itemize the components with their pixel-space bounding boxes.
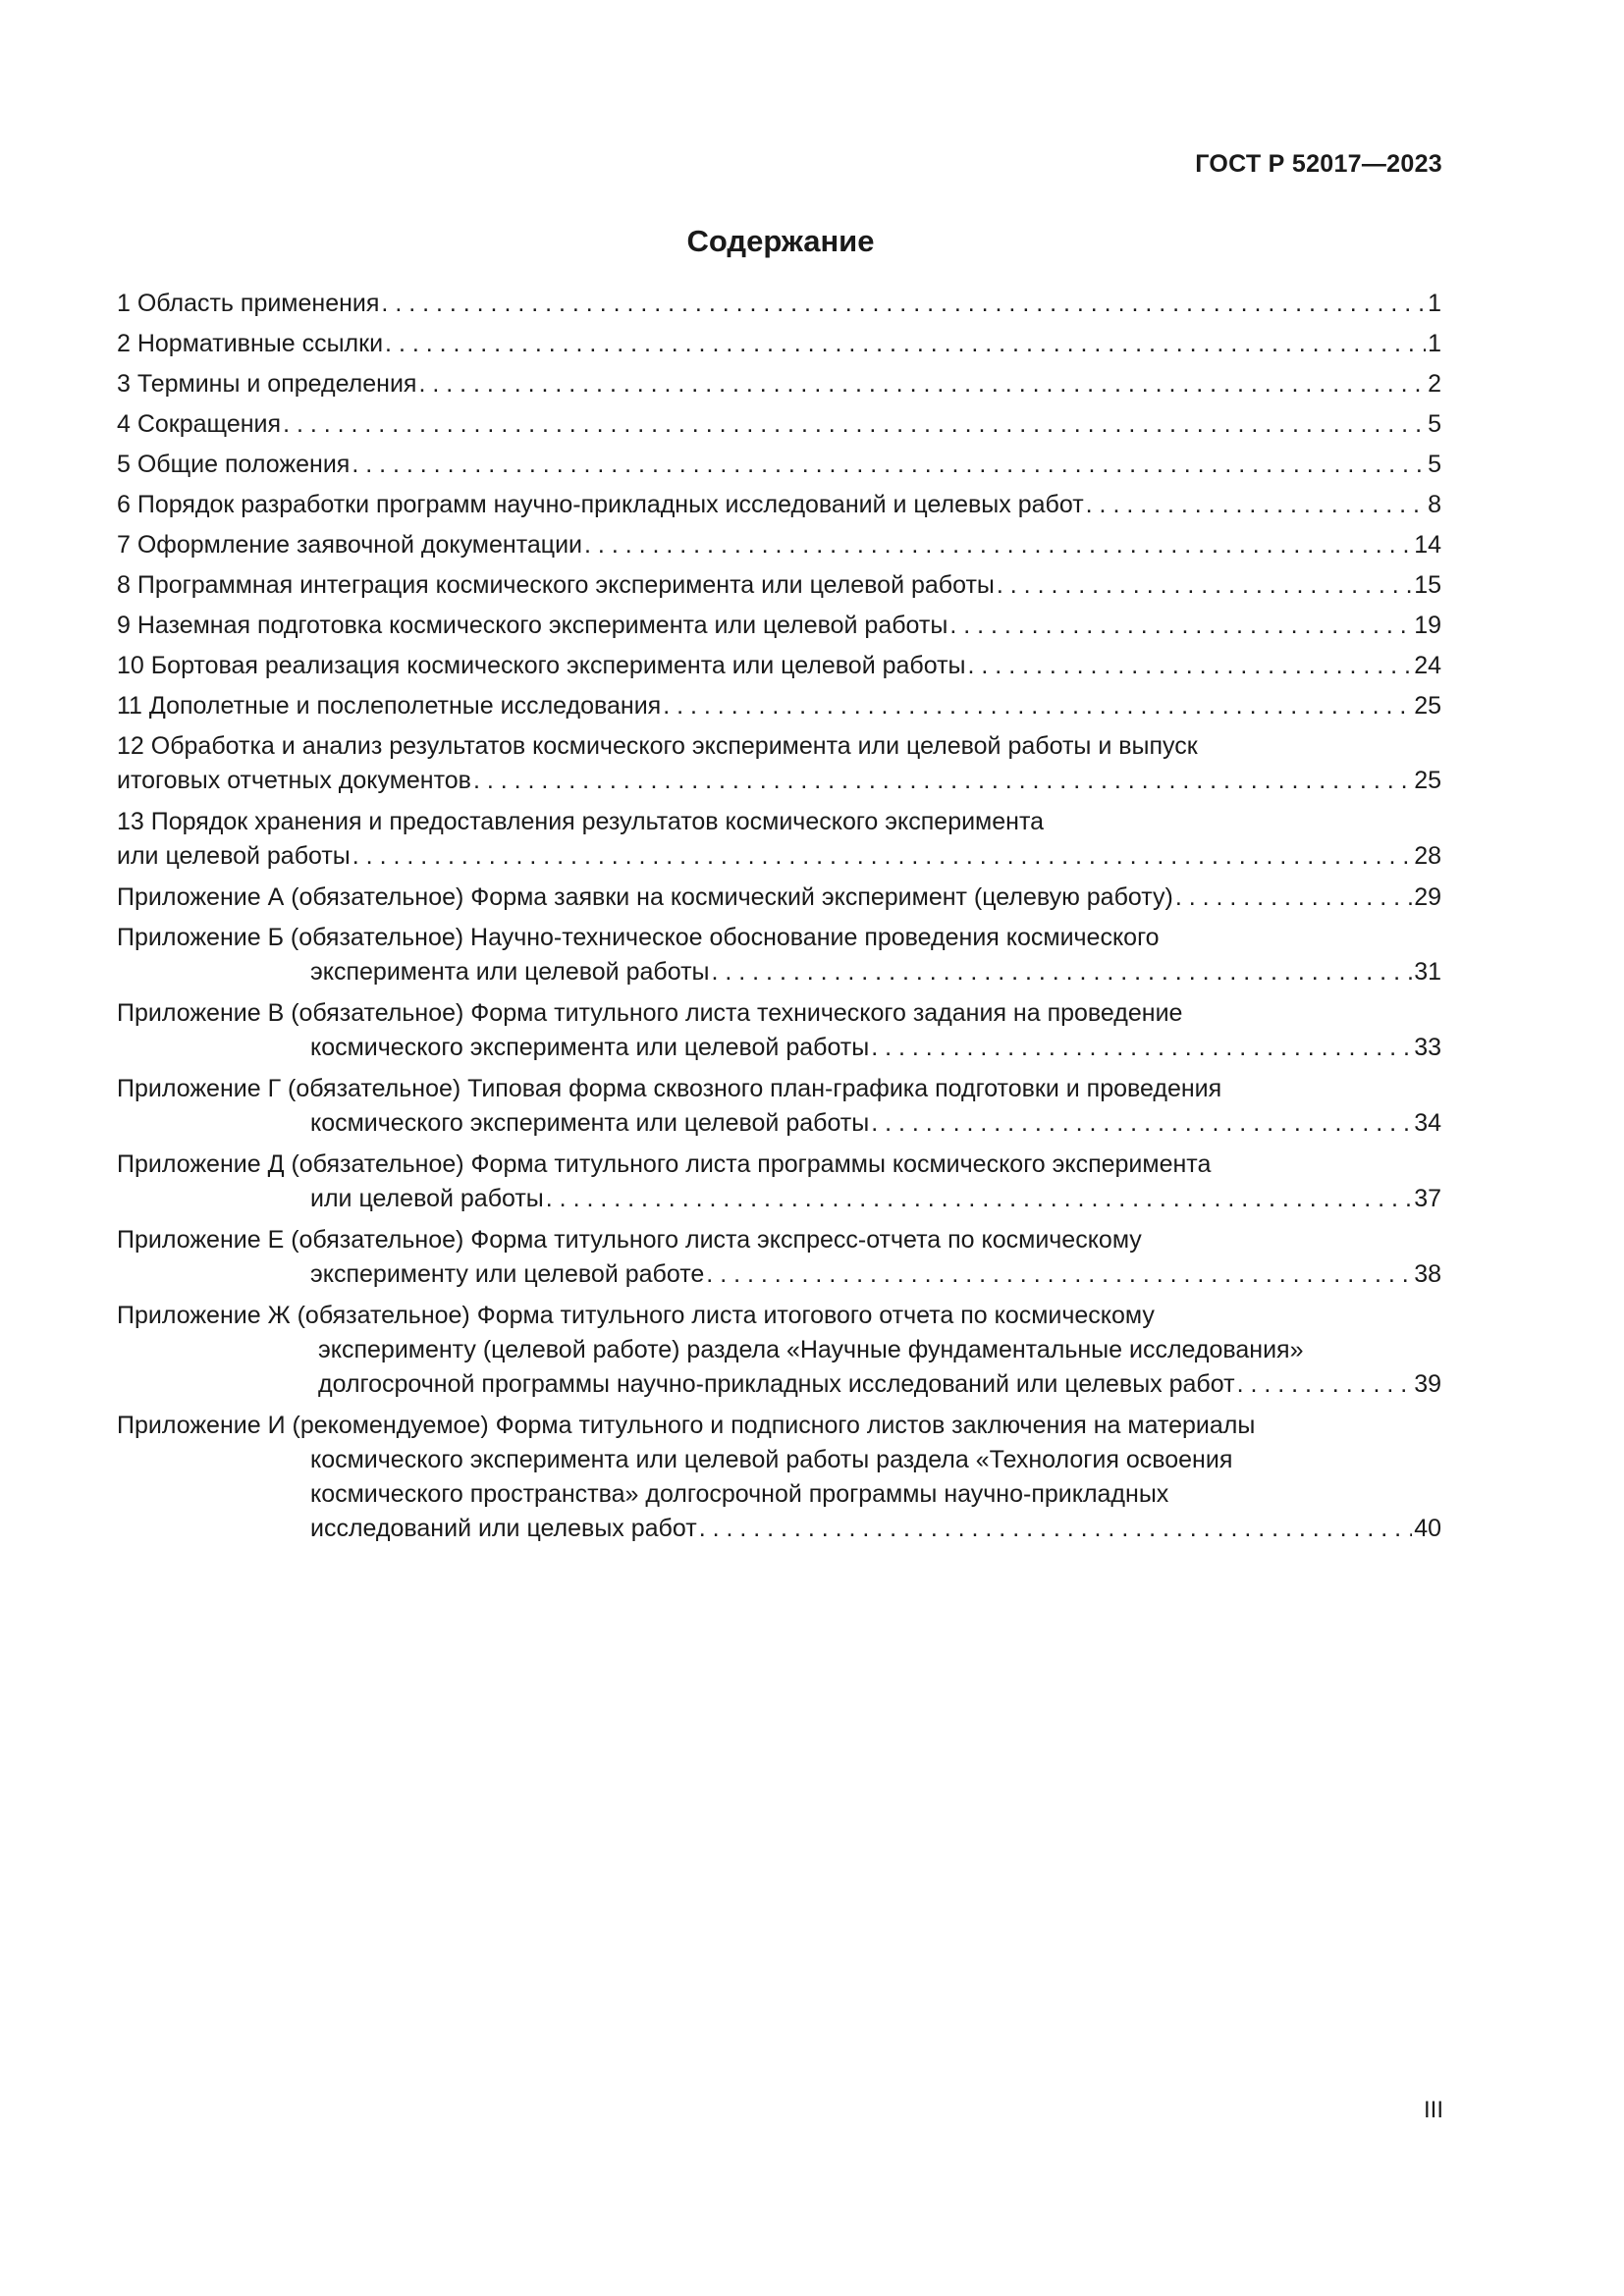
toc-entry-title-continued: космического эксперимента или целевой работы xyxy=(310,1034,870,1061)
toc-entry-title-continued: исследований или целевых работ xyxy=(310,1515,697,1542)
toc-entry-title-continued: космического эксперимента или целевой работы xyxy=(310,1109,870,1137)
leader-dots xyxy=(968,649,1413,683)
toc-entry-title-continued: космического пространства» долгосрочной программы научно-прикладных xyxy=(310,1480,1169,1508)
toc-page-number: 24 xyxy=(1414,652,1441,679)
toc-entry-title: 11 Дополетные и послеполетные исследования xyxy=(117,692,662,720)
toc-entry[interactable] xyxy=(117,327,1441,361)
toc-entry[interactable] xyxy=(117,1148,1441,1216)
toc-entry-title: Приложение Б (обязательное) Научно-техническое обоснование проведения космического xyxy=(117,924,1160,951)
toc-entry[interactable] xyxy=(117,805,1441,874)
toc-entry[interactable] xyxy=(117,528,1441,562)
toc-entry[interactable] xyxy=(117,568,1441,603)
toc-entry[interactable] xyxy=(117,649,1441,683)
toc-entry-title: Приложение Е (обязательное) Форма титульного листа экспресс-отчета по космическому xyxy=(117,1226,1142,1254)
toc-entry-title: 5 Общие положения xyxy=(117,451,351,478)
leader-dots xyxy=(584,528,1412,562)
toc-page-number: 40 xyxy=(1414,1515,1441,1542)
leader-dots xyxy=(871,1031,1412,1065)
toc-page-number: 38 xyxy=(1414,1260,1441,1288)
toc-page-number: 14 xyxy=(1414,531,1441,559)
toc-page-number: 34 xyxy=(1414,1109,1441,1137)
toc-page-number: 8 xyxy=(1428,491,1441,518)
toc-entry-title: Приложение В (обязательное) Форма титульного листа технического задания на проведение xyxy=(117,999,1183,1027)
toc-entry-title: 3 Термины и определения xyxy=(117,370,417,398)
leader-dots xyxy=(663,689,1412,723)
toc-entry-title-continued: итоговых отчетных документов xyxy=(117,767,471,794)
toc-entry-title: Приложение Г (обязательное) Типовая форма сквозного план-графика подготовки и проведения xyxy=(117,1075,1222,1102)
toc-entry-title: Приложение Д (обязательное) Форма титульного листа программы космического эксперимента xyxy=(117,1150,1212,1178)
leader-dots xyxy=(473,764,1412,798)
toc-entry[interactable] xyxy=(117,488,1441,522)
toc-page-number: 33 xyxy=(1414,1034,1441,1061)
leader-dots xyxy=(418,367,1426,401)
toc-entry-title-continued: эксперименту или целевой работе xyxy=(310,1260,705,1288)
toc-entry-title: 13 Порядок хранения и предоставления результатов космического эксперимента xyxy=(117,808,1045,835)
toc-entry-title-continued: или целевой работы xyxy=(117,842,351,870)
toc-page-number: 15 xyxy=(1414,571,1441,599)
toc-entry[interactable] xyxy=(117,996,1441,1065)
page-number: III xyxy=(1423,2097,1443,2123)
toc-entry-title-continued: или целевой работы xyxy=(310,1185,544,1212)
toc-page-number: 19 xyxy=(1414,612,1441,639)
leader-dots xyxy=(997,568,1412,603)
leader-dots xyxy=(711,955,1412,989)
toc-page-number: 1 xyxy=(1428,330,1441,357)
toc-entry-title: 9 Наземная подготовка космического эксперимента или целевой работы xyxy=(117,612,948,639)
toc-entry-title: 7 Оформление заявочной документации xyxy=(117,531,583,559)
toc-entry-title: 10 Бортовая реализация космического эксперимента или целевой работы xyxy=(117,652,966,679)
toc-page-number: 29 xyxy=(1414,883,1441,911)
toc-entry[interactable] xyxy=(117,881,1441,915)
toc-page-number: 39 xyxy=(1414,1370,1441,1398)
toc-page-number: 37 xyxy=(1414,1185,1441,1212)
toc-entry-title: 4 Сокращения xyxy=(117,410,282,438)
toc-entry[interactable] xyxy=(117,1072,1441,1141)
toc-entry-title: 12 Обработка и анализ результатов космического эксперимента или целевой работы и выпуск xyxy=(117,732,1198,760)
leader-dots xyxy=(1175,881,1412,915)
page-title: Содержание xyxy=(686,224,875,258)
document-code: ГОСТ Р 52017—2023 xyxy=(1195,150,1442,178)
toc-entry[interactable] xyxy=(117,448,1441,482)
toc-entry[interactable] xyxy=(117,367,1441,401)
leader-dots xyxy=(546,1182,1412,1216)
toc-entry-title-continued: космического эксперимента или целевой работы раздела «Технология освоения xyxy=(310,1446,1233,1473)
toc-entry-title-continued: эксперимента или целевой работы xyxy=(310,958,710,986)
toc-entry[interactable] xyxy=(117,1409,1441,1546)
leader-dots xyxy=(949,609,1412,643)
leader-dots xyxy=(352,448,1426,482)
toc-entry-title: Приложение И (рекомендуемое) Форма титульного и подписного листов заключения на материалы xyxy=(117,1412,1256,1439)
leader-dots xyxy=(1237,1367,1413,1402)
leader-dots xyxy=(871,1106,1412,1141)
toc-entry[interactable] xyxy=(117,921,1441,989)
leader-dots xyxy=(385,327,1426,361)
toc-entry-title: Приложение А (обязательное) Форма заявки на космический эксперимент (целевую работу) xyxy=(117,883,1173,911)
toc-entry-title: 2 Нормативные ссылки xyxy=(117,330,384,357)
leader-dots xyxy=(352,839,1412,874)
toc-entry-title: 1 Область применения xyxy=(117,290,380,317)
toc-entry-title: 6 Порядок разработки программ научно-прикладных исследований и целевых работ xyxy=(117,491,1084,518)
toc-page-number: 31 xyxy=(1414,958,1441,986)
leader-dots xyxy=(706,1257,1412,1292)
toc-entry[interactable] xyxy=(117,1299,1441,1402)
toc-entry[interactable] xyxy=(117,1223,1441,1292)
toc-entry-title: 8 Программная интеграция космического эксперимента или целевой работы xyxy=(117,571,995,599)
toc-page-number: 5 xyxy=(1428,410,1441,438)
toc-entry-title-continued: долгосрочной программы научно-прикладных исследований или целевых работ xyxy=(318,1370,1235,1398)
leader-dots xyxy=(1086,488,1426,522)
leader-dots xyxy=(381,287,1426,321)
table-of-contents xyxy=(117,287,1441,1553)
toc-entry-title-continued: эксперименту (целевой работе) раздела «Научные фундаментальные исследования» xyxy=(318,1336,1304,1363)
toc-entry[interactable] xyxy=(117,729,1441,798)
toc-page-number: 2 xyxy=(1428,370,1441,398)
toc-entry[interactable] xyxy=(117,609,1441,643)
toc-page-number: 5 xyxy=(1428,451,1441,478)
leader-dots xyxy=(283,407,1426,442)
toc-entry[interactable] xyxy=(117,287,1441,321)
toc-entry[interactable] xyxy=(117,407,1441,442)
toc-page-number: 28 xyxy=(1414,842,1441,870)
toc-page-number: 25 xyxy=(1414,767,1441,794)
toc-page-number: 1 xyxy=(1428,290,1441,317)
toc-entry[interactable] xyxy=(117,689,1441,723)
leader-dots xyxy=(699,1512,1413,1546)
toc-entry-title: Приложение Ж (обязательное) Форма титульного листа итогового отчета по космическому xyxy=(117,1302,1155,1329)
toc-page-number: 25 xyxy=(1414,692,1441,720)
